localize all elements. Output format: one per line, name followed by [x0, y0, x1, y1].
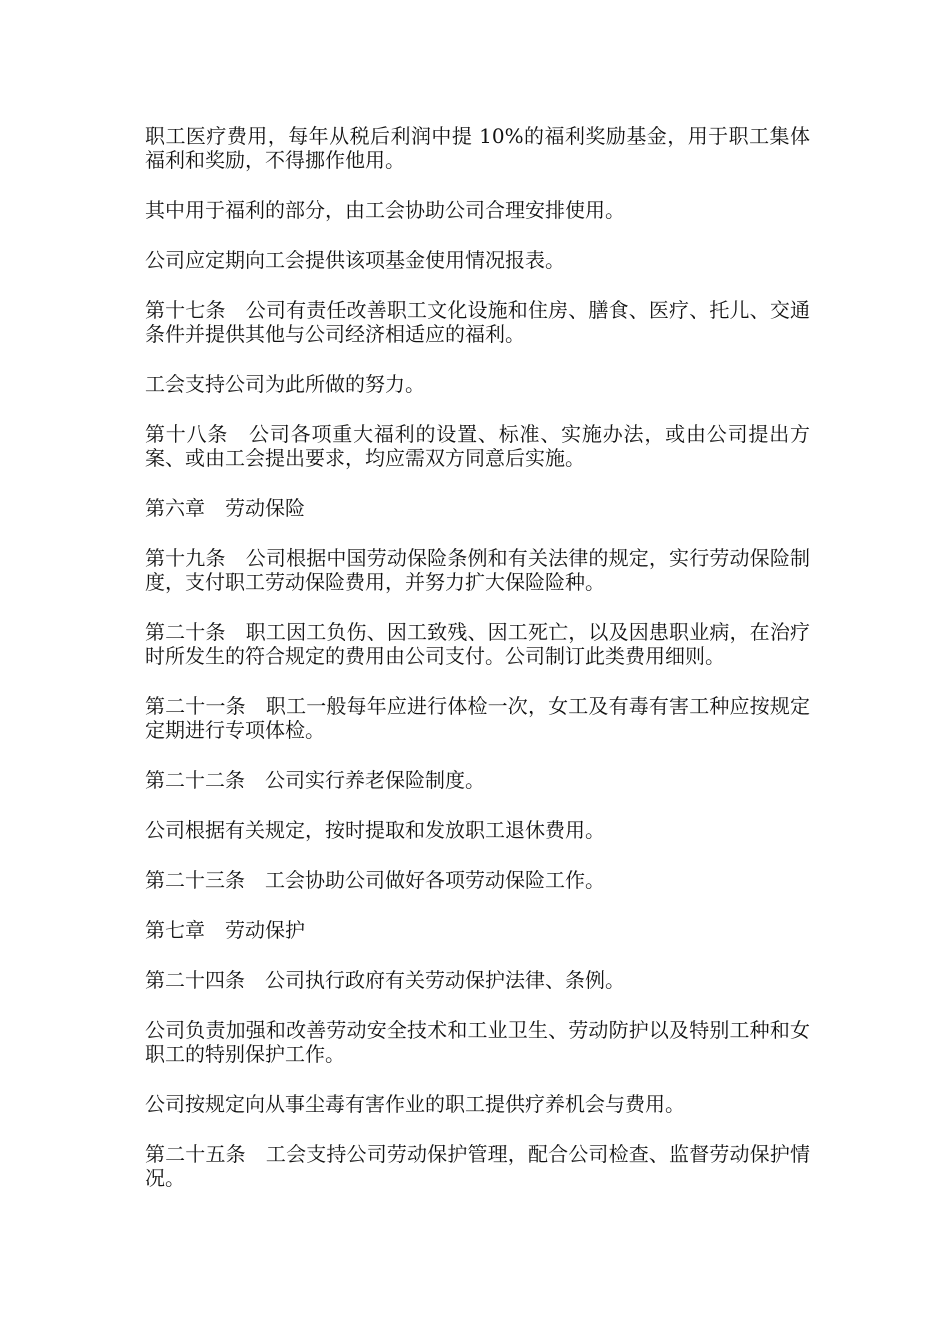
document-body [145, 124, 810, 1216]
paragraph-welfare-usage: 其中用于福利的部分，由工会协助公司合理安排使用。 [145, 198, 625, 222]
article-24: 第二十四条 公司执行政府有关劳动保护法律、条例。 [145, 968, 625, 992]
article-18: 第十八条 公司各项重大福利的设置、标准、实施办法，或由公司提出方案、或由工会提出要求，均应需双方同意后实施。 [145, 422, 810, 470]
article-22: 第二十二条 公司实行养老保险制度。 [145, 768, 485, 792]
article-21: 第二十一条 职工一般每年应进行体检一次，女工及有毒有害工种应按规定定期进行专项体检。 [145, 694, 810, 742]
paragraph-safety-improvement: 公司负责加强和改善劳动安全技术和工业卫生、劳动防护以及特别工种和女职工的特别保护工作。 [145, 1018, 810, 1066]
article-20: 第二十条 职工因工负伤、因工致残、因工死亡，以及因患职业病，在治疗时所发生的符合规定的费用由公司支付。公司制订此类费用细则。 [145, 620, 810, 668]
chapter-7-heading: 第七章 劳动保护 [145, 918, 305, 942]
paragraph-retirement-fees: 公司根据有关规定，按时提取和发放职工退休费用。 [145, 818, 605, 842]
paragraph-welfare-fund: 职工医疗费用，每年从税后利润中提 10%的福利奖励基金，用于职工集体福利和奖励，不得挪作他用。 [145, 124, 810, 172]
paragraph-fund-report: 公司应定期向工会提供该项基金使用情况报表。 [145, 248, 565, 272]
paragraph-union-support: 工会支持公司为此所做的努力。 [145, 372, 425, 396]
article-23: 第二十三条 工会协助公司做好各项劳动保险工作。 [145, 868, 605, 892]
article-17: 第十七条 公司有责任改善职工文化设施和住房、膳食、医疗、托儿、交通条件并提供其他与公司经济相适应的福利。 [145, 298, 810, 346]
article-19: 第十九条 公司根据中国劳动保险条例和有关法律的规定，实行劳动保险制度，支付职工劳动保险费用，并努力扩大保险险种。 [145, 546, 810, 594]
article-25: 第二十五条 工会支持公司劳动保护管理，配合公司检查、监督劳动保护情况。 [145, 1142, 810, 1190]
paragraph-convalescence: 公司按规定向从事尘毒有害作业的职工提供疗养机会与费用。 [145, 1092, 685, 1116]
chapter-6-heading: 第六章 劳动保险 [145, 496, 305, 520]
